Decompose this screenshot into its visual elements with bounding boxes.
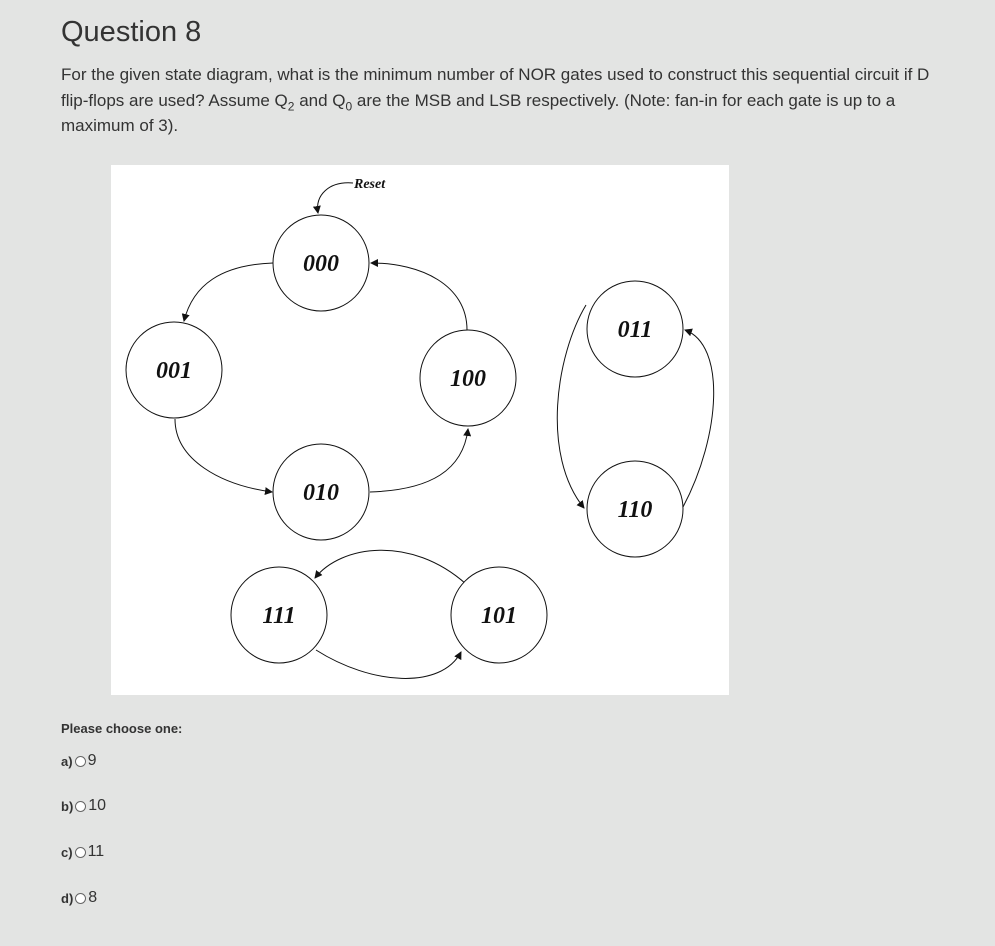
- state-diagram: [111, 165, 729, 695]
- option-a-letter: a): [61, 753, 73, 769]
- question-text: [61, 62, 931, 139]
- state-110-label: 110: [617, 497, 653, 523]
- state-110: [587, 461, 683, 557]
- option-a[interactable]: [61, 752, 96, 770]
- option-c[interactable]: [61, 843, 104, 861]
- transition-001-to-010: [175, 419, 272, 492]
- state-000-label: 000: [303, 251, 339, 277]
- state-diagram-svg: [111, 165, 729, 695]
- option-d-value: 8: [88, 889, 98, 906]
- question-text-part2: and Q: [294, 90, 346, 110]
- subscript-q2: 2: [287, 98, 295, 113]
- reset-arrow: [318, 183, 353, 213]
- question-text-part3: are the MSB and LSB respectively. (Note: fan-in for each gate is up to a maximum of 3).: [61, 90, 896, 135]
- state-010-label: 010: [303, 480, 339, 506]
- option-c-value: 11: [87, 843, 105, 860]
- state-100: [420, 330, 516, 426]
- state-011-label: 011: [617, 317, 653, 343]
- transition-111-to-101: [316, 650, 461, 678]
- transition-110-to-011: [683, 330, 714, 507]
- state-111: [231, 567, 327, 663]
- state-101-label: 101: [481, 603, 517, 629]
- state-101: [451, 567, 547, 663]
- answer-prompt: Please choose one:: [61, 721, 183, 736]
- option-c-radio[interactable]: [75, 847, 86, 858]
- option-c-letter: c): [61, 844, 73, 860]
- option-b-value: 10: [88, 797, 107, 814]
- transition-010-to-100: [370, 429, 468, 492]
- subscript-q0: 0: [345, 98, 353, 113]
- option-d-radio[interactable]: [75, 893, 86, 904]
- transition-100-to-000: [371, 263, 467, 330]
- option-b-radio[interactable]: [75, 801, 86, 812]
- option-b[interactable]: [61, 797, 106, 815]
- state-000: [273, 215, 369, 311]
- question-text-part1: For the given state diagram, what is the minimum number of NOR gates used to construct this sequential circuit if D flip-flops are used? Assume Q: [61, 65, 930, 110]
- option-d-letter: d): [61, 890, 74, 906]
- state-111-label: 111: [262, 603, 296, 629]
- state-100-label: 100: [450, 366, 486, 392]
- option-a-value: 9: [87, 752, 97, 769]
- state-010: [273, 444, 369, 540]
- reset-label: Reset: [354, 177, 386, 192]
- state-011: [587, 281, 683, 377]
- transition-101-to-111: [315, 550, 466, 584]
- option-a-radio[interactable]: [75, 756, 86, 767]
- state-001: [126, 322, 222, 418]
- transition-011-to-110: [557, 305, 586, 508]
- state-001-label: 001: [156, 358, 192, 384]
- option-d[interactable]: [61, 889, 97, 907]
- option-b-letter: b): [61, 798, 74, 814]
- transition-000-to-001: [184, 263, 273, 321]
- question-title: Question 8: [61, 16, 202, 48]
